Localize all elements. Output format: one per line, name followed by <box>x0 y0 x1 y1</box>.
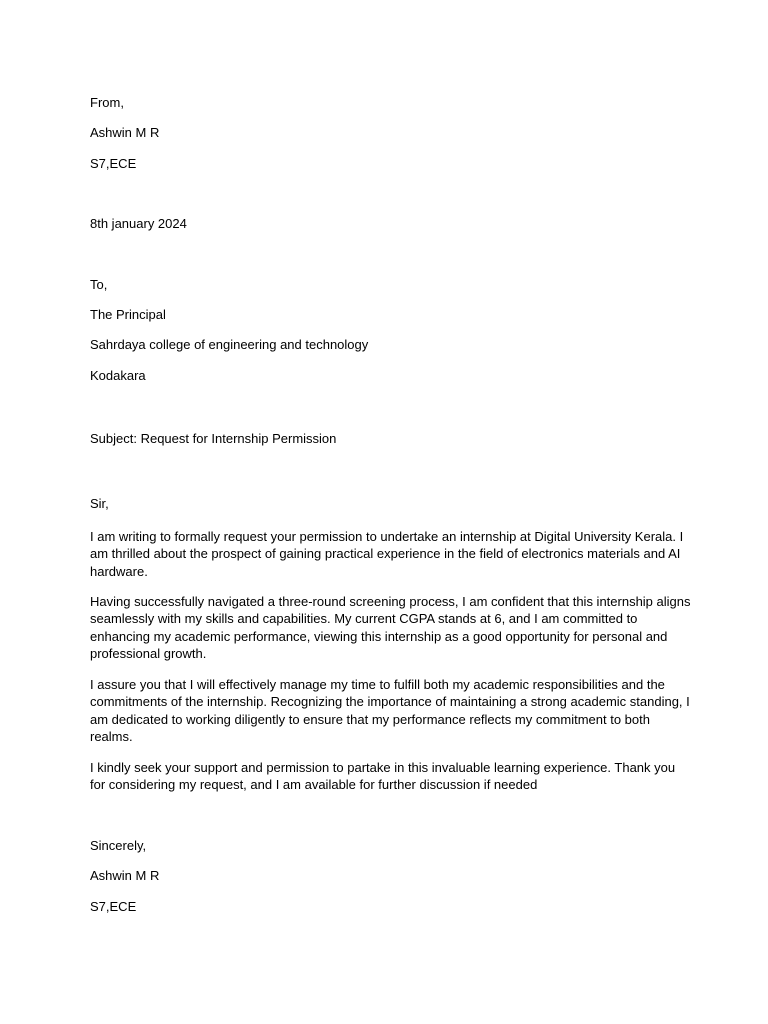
closing: Sincerely, <box>90 838 147 853</box>
paragraph-line: hardware. <box>90 563 148 579</box>
body-paragraph <box>90 676 690 746</box>
letter-date: 8th january 2024 <box>90 216 187 231</box>
paragraph-line: am dedicated to working diligently to ensure that my performance reflects my commitment to both <box>90 711 650 727</box>
sender-name: Ashwin M R <box>90 125 160 140</box>
recipient-title: The Principal <box>90 307 166 322</box>
signature-name: Ashwin M R <box>90 868 160 883</box>
letter-subject: Subject: Request for Internship Permission <box>90 431 337 446</box>
salutation: Sir, <box>90 496 109 511</box>
paragraph-line: seamlessly with my skills and capabilities. My current CGPA stands at 6, and I am committed to <box>90 611 638 627</box>
paragraph-line: realms. <box>90 729 133 745</box>
recipient-place: Kodakara <box>90 368 146 383</box>
paragraph-line: am thrilled about the prospect of gaining practical experience in the field of electronics materials and AI <box>90 546 681 562</box>
paragraph-line: Having successfully navigated a three-round screening process, I am confident that this internship aligns <box>90 594 691 609</box>
paragraph-line: for considering my request, and I am available for further discussion if needed <box>90 777 538 793</box>
signature-class: S7,ECE <box>90 899 137 914</box>
to-label: To, <box>90 277 108 292</box>
from-label: From, <box>90 95 124 110</box>
body-paragraph <box>90 759 682 794</box>
paragraph-line: I assure you that I will effectively manage my time to fulfill both my academic responsibilities and the <box>90 677 665 692</box>
paragraph-line: professional growth. <box>90 646 207 662</box>
sender-class: S7,ECE <box>90 156 137 171</box>
body-paragraph <box>90 593 691 663</box>
paragraph-line: commitments of the internship. Recognizing the importance of maintaining a strong academic standing, I <box>90 694 690 710</box>
recipient-institution: Sahrdaya college of engineering and technology <box>90 337 369 352</box>
paragraph-line: I kindly seek your support and permission to partake in this invaluable learning experience. Thank you <box>90 760 676 775</box>
paragraph-line: I am writing to formally request your permission to undertake an internship at Digital University Kerala. I <box>90 529 684 544</box>
paragraph-line: enhancing my academic performance, viewing this internship as a good opportunity for personal and <box>90 628 668 644</box>
body-paragraph <box>90 528 682 580</box>
